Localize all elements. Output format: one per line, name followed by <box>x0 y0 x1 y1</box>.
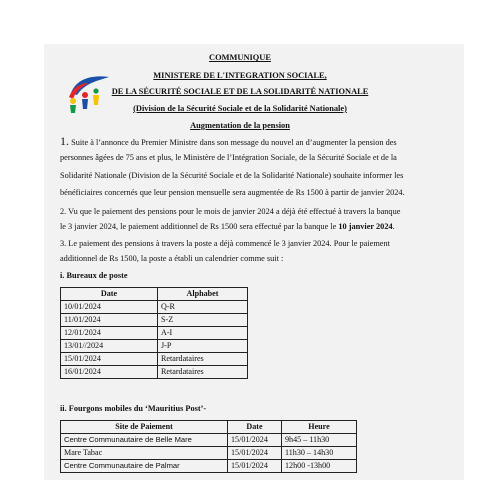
paragraph-3-line-1: 3. Le paiement des pensions à travers la poste a déjà commencé le 3 janvier 2024. Pour le paiement <box>60 239 390 248</box>
table-row: 13/01//2024 J-P <box>61 340 248 353</box>
logo-figure-head <box>70 98 76 104</box>
section-mobile-vans-title: ii. Fourgons mobiles du ‘Mauritius Post’- <box>60 404 207 413</box>
paragraph-1-line-1: 1. Suite à l’annonce du Premier Ministre dans son message du nouvel an d’augmenter la pension des <box>60 134 397 148</box>
paragraph-1-line-3: Solidarité Nationale (Division de la Sécurité Sociale et de la Solidarité Nationale) souhaite informer les <box>60 171 404 180</box>
ministry-logo <box>63 71 113 115</box>
table-row: 15/01/2024 Retardataires <box>61 353 248 366</box>
column-header-site: Site de Paiement <box>61 421 228 434</box>
post-offices-table <box>60 287 248 379</box>
header-subject: Augmentation de la pension <box>190 121 290 130</box>
bank-payment-date: 10 janvier 2024 <box>338 222 393 231</box>
paragraph-1-number: 1. <box>60 134 69 148</box>
logo-figure-body-3 <box>93 95 99 105</box>
header-ministry-line2: DE LA SÉCURITÉ SOCIALE ET DE LA SOLIDARITÉ NATIONALE <box>111 87 369 96</box>
header-division: (Division de la Sécurité Sociale et de la Solidarité Nationale) <box>133 104 347 113</box>
paragraph-2-line-1: 2. Vu que le paiement des pensions pour le mois de janvier 2024 a déjà été effectué à travers la banque <box>60 207 401 216</box>
logo-swoosh-blue <box>71 76 109 95</box>
table-row: Centre Communautaire de Palmar 15/01/2024 12h00 -13h00 <box>61 460 357 473</box>
table-row: 10/01/2024 Q-R <box>61 301 248 314</box>
table-row: 11/01/2024 S-Z <box>61 314 248 327</box>
table-row: 16/01/2024 Retardataires <box>61 366 248 379</box>
table-header-row <box>61 421 357 434</box>
paragraph-2-line-2: le 3 janvier 2024, le paiement additionnel de Rs 1500 sera effectué par la banque le 10 janvier 2024. <box>60 222 395 231</box>
header-communique: COMMUNIQUE <box>209 53 271 62</box>
table-row: 12/01/2024 A-I <box>61 327 248 340</box>
section-post-offices-title: i. Bureaux de poste <box>60 271 128 280</box>
paragraph-1-line-4: bénéficiaires concernés que leur pension mensuelle sera augmentée de Rs 1500 à partir de janvier 2024. <box>60 188 405 197</box>
logo-figure-body <box>70 105 76 113</box>
column-header-alphabet: Alphabet <box>158 288 248 301</box>
paragraph-1-line-2: personnes âgées de 75 ans et plus, le Ministère de l’Intégration Sociale, de la Sécurité Sociale et de la <box>60 153 397 162</box>
column-header-date: Date <box>61 288 158 301</box>
mobile-vans-table <box>60 420 357 473</box>
logo-figure-head-3 <box>93 88 98 93</box>
logo-figure-body-2 <box>82 99 88 109</box>
header-ministry: MINISTERE DE L'INTEGRATION SOCIALE, <box>153 71 327 80</box>
table-row: Mare Tabac 15/01/2024 11h30 – 14h30 <box>61 447 357 460</box>
paragraph-3-line-2: additionnel de Rs 1500, la poste a établi un calendrier comme suit : <box>60 254 284 263</box>
column-header-date: Date <box>228 421 282 434</box>
table-row: Centre Communautaire de Belle Mare 15/01/2024 9h45 – 11h30 <box>61 434 357 447</box>
logo-figure-head-2 <box>82 92 88 98</box>
column-header-time: Heure <box>282 421 357 434</box>
table-header-row <box>61 288 248 301</box>
